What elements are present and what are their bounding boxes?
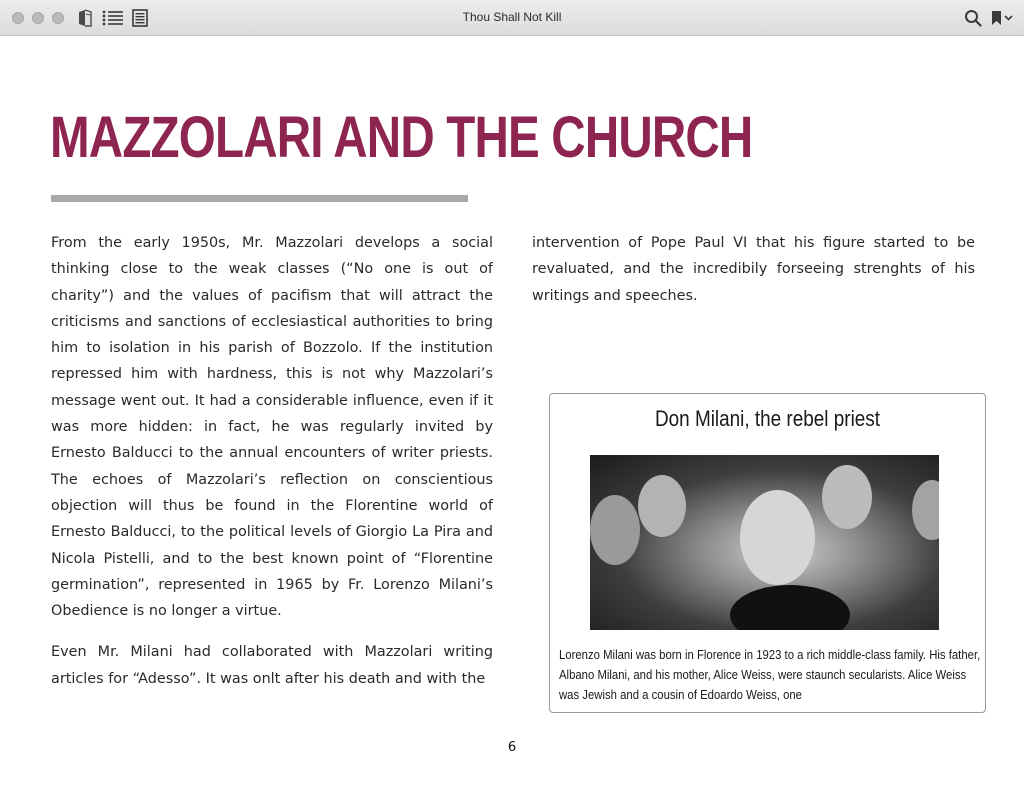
search-icon[interactable] <box>962 8 984 28</box>
body-paragraph: From the early 1950s, Mr. Mazzolari develops a social thinking close to the weak classes (“No one is out of charity”) and the values of pacifism that will attract the criticisms and sanctions of ecclesiastical authorities to bring him to isolation in his parish of Bozzolo. If the institution repressed him with hardness, this is not why Mazzolari’s message went out. It had a considerable influence, even if it was more hidden: in fact, he was regularly invited by Ernesto Balducci to the annual encounters of writer priests. The echoes of Mazzolari’s reflection on conscientious objection will thus be found in the Florentine world of Ernesto Balducci, to the political levels of Giorgio La Pira and Nicola Pistelli, and to the best known point of “Florentine germination”, represented in 1965 by Fr. Lorenzo Milani’s Obedience is no longer a virtue. <box>51 235 493 620</box>
bookmark-icon <box>989 10 1015 26</box>
toolbar <box>0 0 1024 36</box>
window-title: Thou Shall Not Kill <box>462 10 562 24</box>
close-window-button[interactable] <box>12 12 24 24</box>
sidebar-box <box>549 393 986 713</box>
page-heading: MAZZOLARI AND THE CHURCH <box>50 105 753 170</box>
bookmark-menu-button[interactable] <box>988 8 1016 28</box>
minimize-window-button[interactable] <box>32 12 44 24</box>
right-text-column <box>532 230 975 309</box>
heading-underline <box>51 195 468 202</box>
library-icon[interactable] <box>75 8 95 28</box>
page-number: 6 <box>507 740 517 755</box>
sidebar-title: Don Milani, the rebel priest <box>654 406 881 431</box>
sidebar-caption: Lorenzo Milani was born in Florence in 1923 to a rich middle-class family. His father, Albano Milani, and his mother, Alice Weiss, were staunch secularists. Alice Weiss was Jewish and a cousin of Edoardo Weiss, one <box>559 648 981 702</box>
notes-icon[interactable] <box>130 8 150 28</box>
body-paragraph: Even Mr. Milani had collaborated with Mazzolari writing articles for “Adesso”. It was onlt after his death and with the <box>51 644 493 687</box>
body-paragraph: intervention of Pope Paul VI that his figure started to be revaluated, and the incredibily forseeing strenghts of his writings and speeches. <box>532 235 975 304</box>
chevron-down-icon <box>1005 16 1012 20</box>
sidebar-photo[interactable] <box>590 455 939 630</box>
table-of-contents-icon[interactable] <box>101 8 125 28</box>
zoom-window-button[interactable] <box>52 12 64 24</box>
left-text-column <box>51 230 493 692</box>
